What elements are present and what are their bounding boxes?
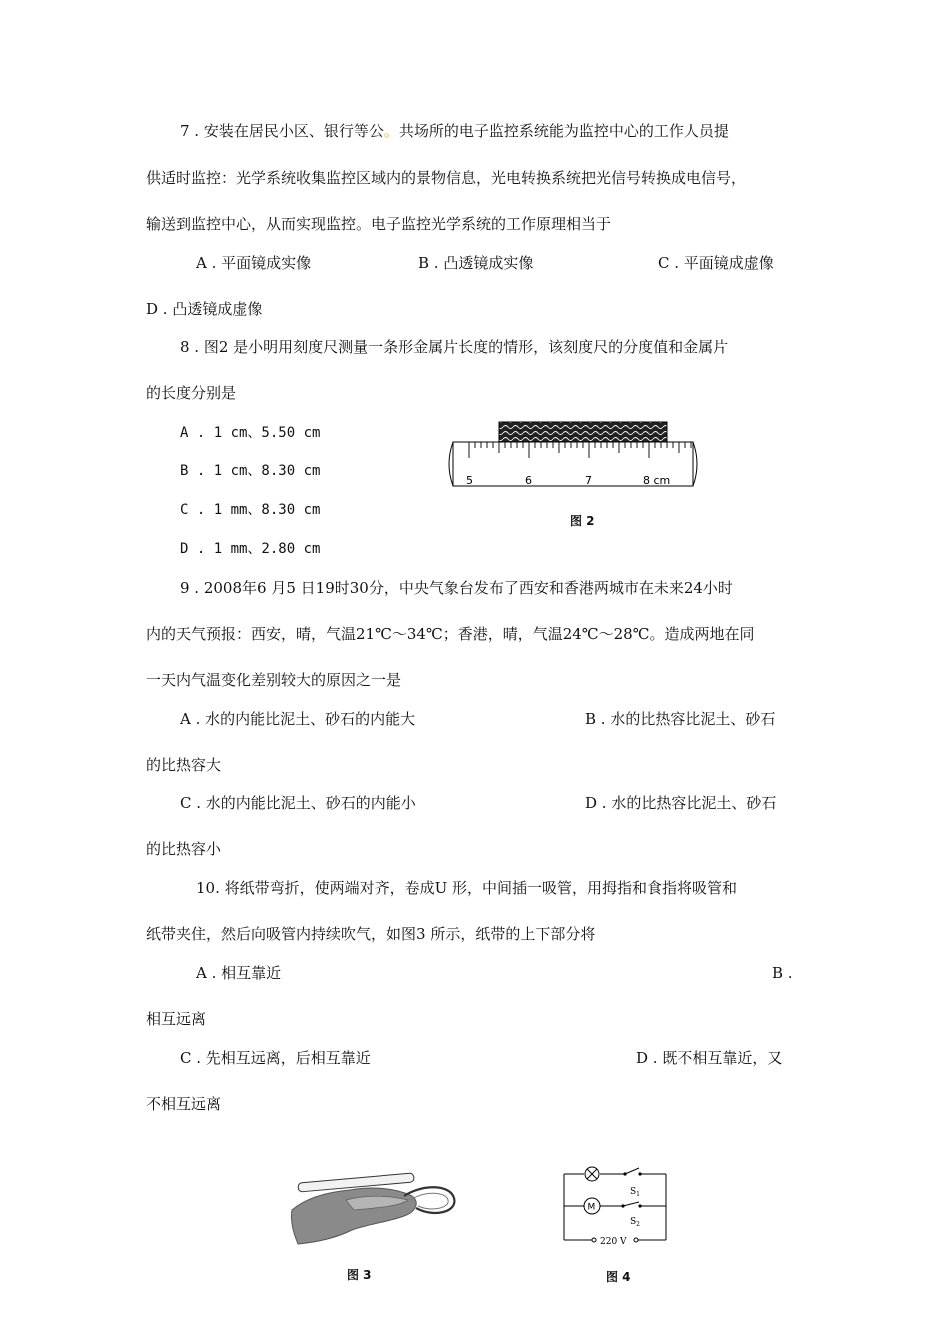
q10-option-c: C . 先相互远离，后相互靠近 bbox=[180, 1049, 371, 1067]
q7-option-d: D . 凸透镜成虚像 bbox=[146, 300, 263, 318]
q7-line-1: 7 . 安装在居民小区、银行等公。共场所的电子监控系统能为监控中心的工作人员提 bbox=[180, 122, 729, 140]
q10-option-d-cont: 不相互远离 bbox=[146, 1095, 222, 1113]
hand-straw-figure bbox=[288, 1166, 468, 1246]
q10-line-2: 纸带夹住，然后向吸管内持续吹气，如图3 所示，纸带的上下部分将 bbox=[146, 925, 596, 943]
circuit-figure bbox=[556, 1164, 676, 1254]
q10-option-b: B . bbox=[772, 964, 793, 982]
ruler-label-8: 8 cm bbox=[643, 474, 671, 487]
ruler-label-6: 6 bbox=[525, 474, 532, 487]
q8-option-d: D . 1 mm、2.80 cm bbox=[180, 541, 321, 557]
q7-option-b: B . 凸透镜成实像 bbox=[418, 254, 534, 272]
q10-option-d: D . 既不相互靠近，又 bbox=[636, 1049, 783, 1067]
figure-4-caption: 图 4 bbox=[606, 1270, 631, 1284]
q10-option-a: A . 相互靠近 bbox=[196, 964, 282, 982]
q10-option-b-cont: 相互远离 bbox=[146, 1010, 207, 1028]
q8-option-b: B . 1 cm、8.30 cm bbox=[180, 463, 321, 479]
q9-option-a: A . 水的内能比泥土、砂石的内能大 bbox=[180, 710, 416, 728]
terminal-right bbox=[634, 1238, 638, 1242]
switch-s1-icon bbox=[623, 1168, 641, 1176]
q9-line-3: 一天内气温变化差别较大的原因之一是 bbox=[146, 671, 402, 689]
q9-option-b: B . 水的比热容比泥土、砂石 bbox=[585, 710, 776, 728]
q9-option-c: C . 水的内能比泥土、砂石的内能小 bbox=[180, 794, 416, 812]
s1-label: $S_1$ bbox=[630, 1187, 640, 1198]
q9-option-d-cont: 的比热容小 bbox=[146, 840, 222, 858]
ruler-label-5: 5 bbox=[466, 474, 473, 487]
q10-line-1: 10. 将纸带弯折，使两端对齐，卷成U 形，中间插一吸管，用拇指和食指将吸管和 bbox=[196, 879, 738, 897]
hand-shape bbox=[291, 1188, 416, 1244]
s2-label: $S_2$ bbox=[630, 1217, 640, 1228]
q7-option-c: C . 平面镜成虚像 bbox=[658, 254, 774, 272]
q7-line-2: 供适时监控：光学系统收集监控区域内的景物信息，光电转换系统把光信号转换成电信号， bbox=[146, 169, 747, 187]
q8-line-2: 的长度分别是 bbox=[146, 384, 237, 402]
ruler-left-edge bbox=[449, 442, 453, 486]
q9-line-2: 内的天气预报：西安，晴，气温21℃～34℃；香港，晴，气温24℃～28℃。造成两地在同 bbox=[146, 625, 755, 643]
ruler-right-edge bbox=[693, 442, 697, 486]
ruler-label-7: 7 bbox=[585, 474, 592, 487]
switch-s2-icon bbox=[621, 1202, 641, 1208]
ruler-figure bbox=[443, 418, 703, 493]
figure-3-caption: 图 3 bbox=[347, 1268, 372, 1282]
q8-option-c: C . 1 mm、8.30 cm bbox=[180, 502, 321, 518]
lamp-icon bbox=[585, 1167, 599, 1181]
motor-icon bbox=[584, 1198, 600, 1214]
terminal-left bbox=[592, 1238, 596, 1242]
q9-option-b-cont: 的比热容大 bbox=[146, 756, 222, 774]
q7-line-3: 输送到监控中心，从而实现监控。电子监控光学系统的工作原理相当于 bbox=[146, 215, 612, 233]
q7-option-a: A . 平面镜成实像 bbox=[196, 254, 312, 272]
q9-line-1: 9 . 2008年6 月5 日19时30分，中央气象台发布了西安和香港两城市在未来24小时 bbox=[180, 579, 733, 597]
q9-option-d: D . 水的比热容比泥土、砂石 bbox=[585, 794, 777, 812]
metal-strip bbox=[499, 422, 667, 442]
q8-option-a: A . 1 cm、5.50 cm bbox=[180, 425, 321, 441]
q7-stray-dot: 。 bbox=[383, 122, 399, 140]
voltage-label: 220 V bbox=[600, 1237, 627, 1247]
q8-line-1: 8 . 图2 是小明用刻度尺测量一条形金属片长度的情形，该刻度尺的分度值和金属片 bbox=[180, 338, 729, 356]
motor-label: M bbox=[587, 1202, 596, 1213]
figure-2-caption: 图 2 bbox=[570, 514, 595, 528]
